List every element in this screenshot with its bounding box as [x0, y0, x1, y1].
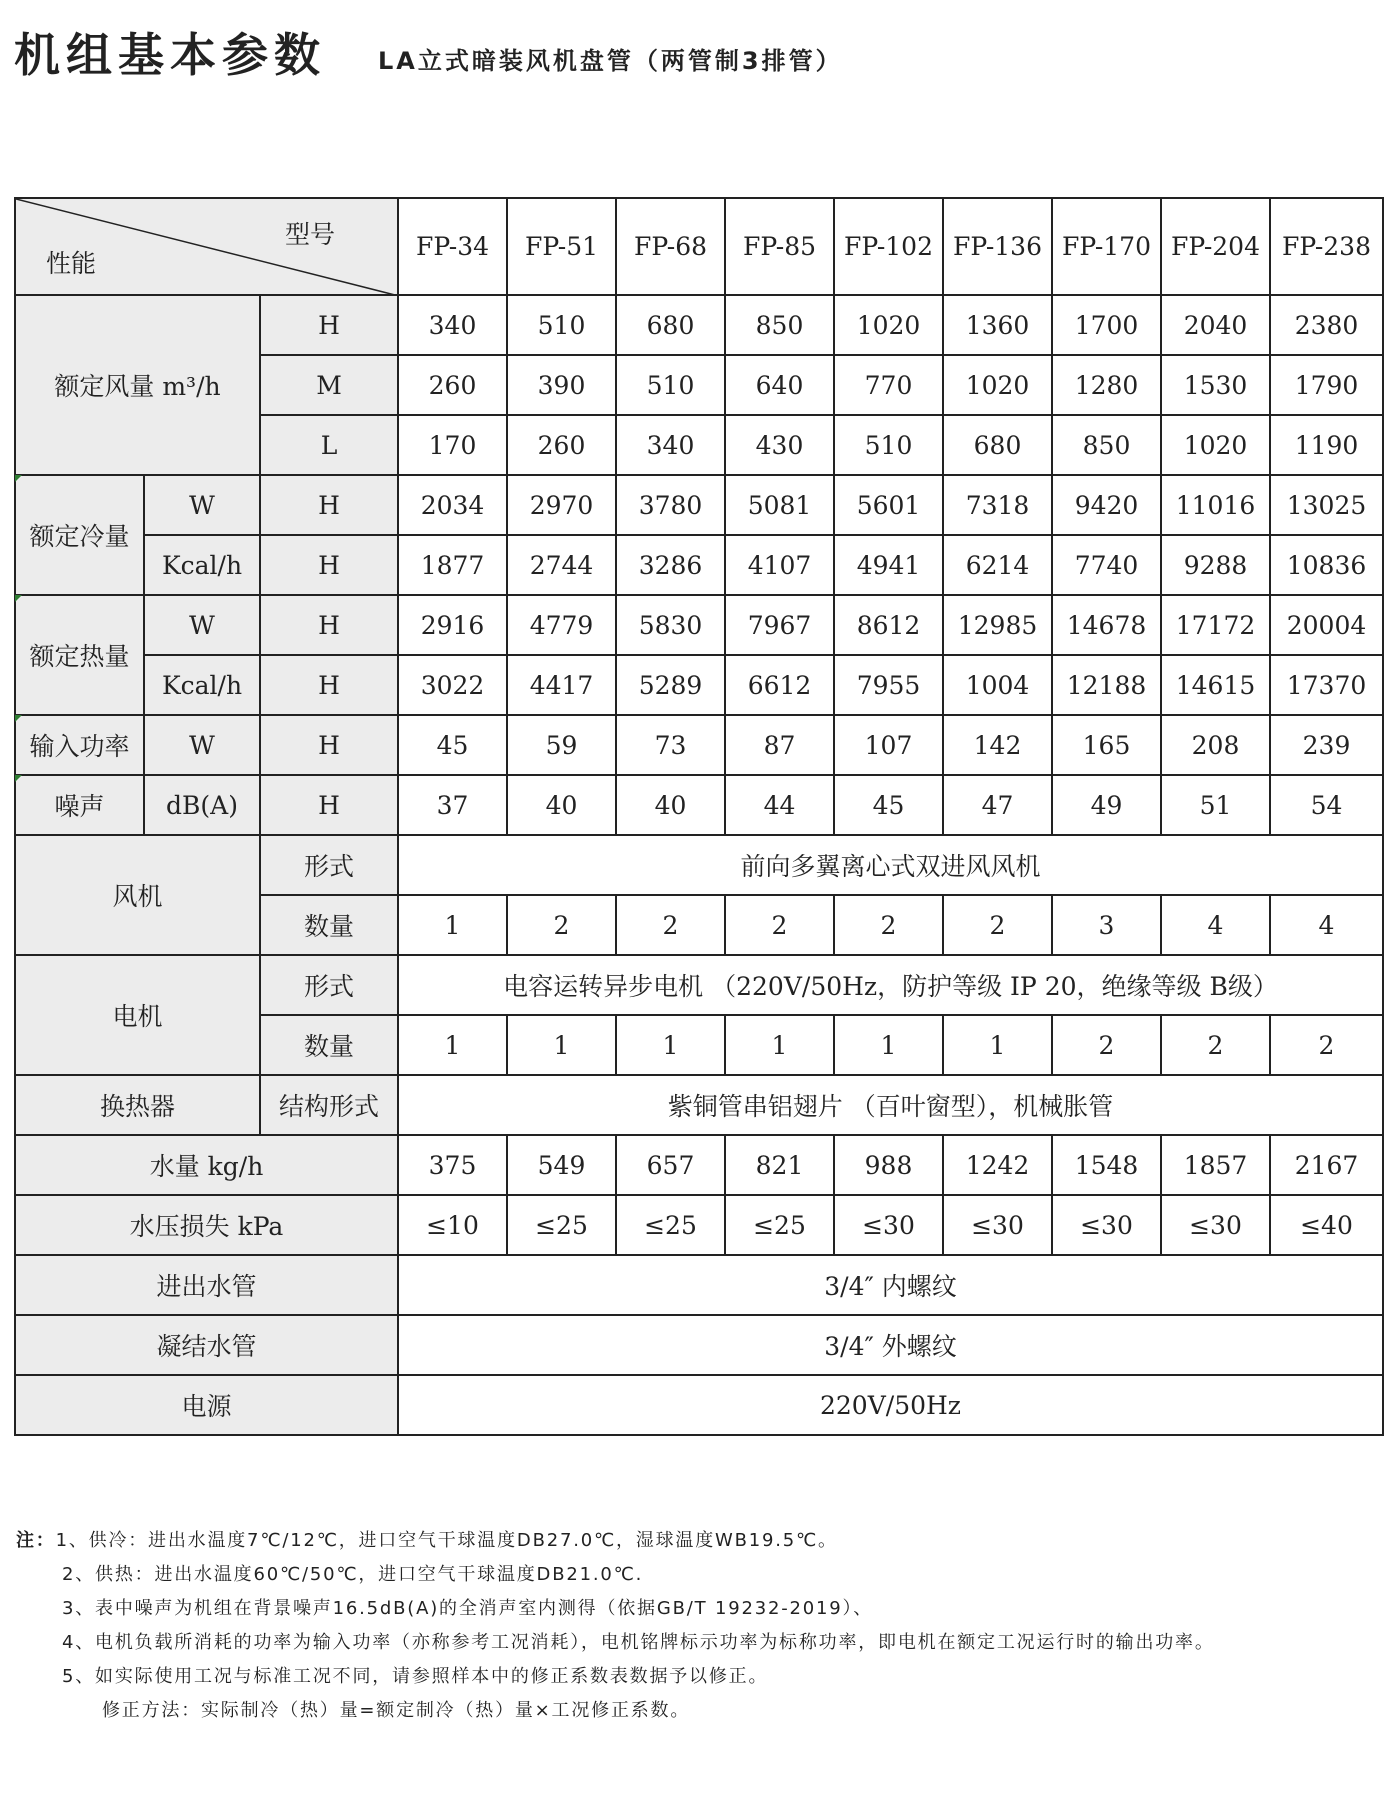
unit-label: Kcal/h: [144, 535, 260, 595]
notes-prefix: 注：: [16, 1530, 56, 1551]
table-cell: 2: [834, 895, 943, 955]
speed-label: H: [260, 595, 398, 655]
motor-form-value: 电容运转异步电机 （220V/50Hz，防护等级 IP 20，绝缘等级 B级）: [398, 955, 1383, 1015]
table-cell: 14615: [1161, 655, 1270, 715]
unit-label: dB(A): [144, 775, 260, 835]
table-cell: 14678: [1052, 595, 1161, 655]
table-cell: 6612: [725, 655, 834, 715]
note-text: 修正方法：实际制冷（热）量=额定制冷（热）量×工况修正系数。: [102, 1700, 691, 1721]
table-row: [15, 535, 1383, 595]
model-header: FP-34: [398, 198, 507, 295]
model-header: FP-85: [725, 198, 834, 295]
table-cell: 1360: [943, 295, 1052, 355]
table-cell: 170: [398, 415, 507, 475]
table-cell: 4107: [725, 535, 834, 595]
table-cell: 5081: [725, 475, 834, 535]
cooling-label: 额定冷量: [15, 475, 144, 595]
table-cell: 10836: [1270, 535, 1383, 595]
table-cell: 340: [398, 295, 507, 355]
table-cell: 2034: [398, 475, 507, 535]
model-header: FP-51: [507, 198, 616, 295]
table-row: [15, 1315, 1383, 1375]
table-row: [15, 775, 1383, 835]
table-cell: 37: [398, 775, 507, 835]
table-cell: 5601: [834, 475, 943, 535]
table-cell: 51: [1161, 775, 1270, 835]
table-cell: 1020: [943, 355, 1052, 415]
table-cell: 44: [725, 775, 834, 835]
table-cell: 3780: [616, 475, 725, 535]
heat-exchanger-struct-label: 结构形式: [260, 1075, 398, 1135]
condensate-label: 凝结水管: [15, 1315, 398, 1375]
note-text: 1、供冷：进出水温度7℃/12℃，进口空气干球温度DB27.0℃，湿球温度WB19.5℃。: [55, 1530, 838, 1551]
table-cell: 3286: [616, 535, 725, 595]
noise-label: 噪声: [15, 775, 144, 835]
unit-label: W: [144, 475, 260, 535]
table-cell: 1: [943, 1015, 1052, 1075]
table-cell: 549: [507, 1135, 616, 1195]
table-cell: 1020: [1161, 415, 1270, 475]
heat-exchanger-label: 换热器: [15, 1075, 260, 1135]
table-row: [15, 1135, 1383, 1195]
table-cell: 5830: [616, 595, 725, 655]
power-label: 输入功率: [15, 715, 144, 775]
table-cell: 657: [616, 1135, 725, 1195]
table-cell: 9288: [1161, 535, 1270, 595]
table-cell: 375: [398, 1135, 507, 1195]
model-header: FP-204: [1161, 198, 1270, 295]
corner-label-performance: 性能: [46, 249, 97, 278]
table-row: [15, 1255, 1383, 1315]
table-cell: 7740: [1052, 535, 1161, 595]
table-cell: 4: [1270, 895, 1383, 955]
table-cell: 11016: [1161, 475, 1270, 535]
fan-qty-label: 数量: [260, 895, 398, 955]
table-cell: 1242: [943, 1135, 1052, 1195]
table-cell: 2040: [1161, 295, 1270, 355]
table-row: [15, 295, 1383, 355]
model-header: FP-68: [616, 198, 725, 295]
table-cell: 49: [1052, 775, 1161, 835]
inlet-outlet-value: 3/4″ 内螺纹: [398, 1255, 1383, 1315]
table-cell: 7318: [943, 475, 1052, 535]
note-text: 5、如实际使用工况与标准工况不同，请参照样本中的修正系数表数据予以修正。: [62, 1666, 769, 1687]
table-cell: 73: [616, 715, 725, 775]
speed-label: H: [260, 775, 398, 835]
power-supply-label: 电源: [15, 1375, 398, 1435]
table-cell: 13025: [1270, 475, 1383, 535]
motor-label: 电机: [15, 955, 260, 1075]
table-cell: 17172: [1161, 595, 1270, 655]
table-cell: 107: [834, 715, 943, 775]
table-row: [15, 1375, 1383, 1435]
table-cell: 260: [398, 355, 507, 415]
table-cell: 1: [616, 1015, 725, 1075]
table-cell: 239: [1270, 715, 1383, 775]
table-row: [15, 1075, 1383, 1135]
table-cell: 510: [616, 355, 725, 415]
table-cell: ≤25: [725, 1195, 834, 1255]
condensate-value: 3/4″ 外螺纹: [398, 1315, 1383, 1375]
table-cell: 1877: [398, 535, 507, 595]
inlet-outlet-label: 进出水管: [15, 1255, 398, 1315]
unit-label: Kcal/h: [144, 655, 260, 715]
table-cell: 850: [1052, 415, 1161, 475]
table-cell: ≤30: [834, 1195, 943, 1255]
speed-label: L: [260, 415, 398, 475]
table-cell: 2167: [1270, 1135, 1383, 1195]
table-cell: 2380: [1270, 295, 1383, 355]
speed-label: H: [260, 535, 398, 595]
header: [14, 8, 843, 82]
water-flow-label: 水量 kg/h: [15, 1135, 398, 1195]
table-cell: ≤30: [1052, 1195, 1161, 1255]
table-cell: 8612: [834, 595, 943, 655]
speed-label: M: [260, 355, 398, 415]
speed-label: H: [260, 715, 398, 775]
table-cell: 4: [1161, 895, 1270, 955]
table-row: [15, 715, 1383, 775]
speed-label: H: [260, 295, 398, 355]
note-line: [16, 1524, 1215, 1558]
table-row: [15, 835, 1383, 895]
table-cell: 1004: [943, 655, 1052, 715]
fan-form-value: 前向多翼离心式双进风风机: [398, 835, 1383, 895]
table-cell: 770: [834, 355, 943, 415]
table-cell: 1020: [834, 295, 943, 355]
page-subtitle: LA立式暗装风机盘管（两管制3排管）: [378, 47, 843, 75]
heating-label: 额定热量: [15, 595, 144, 715]
table-cell: 1: [725, 1015, 834, 1075]
table-cell: 1857: [1161, 1135, 1270, 1195]
table-cell: 2: [507, 895, 616, 955]
note-line: [16, 1660, 1215, 1694]
note-text: 2、供热：进出水温度60℃/50℃，进口空气干球温度DB21.0℃.: [62, 1564, 644, 1585]
table-cell: ≤30: [943, 1195, 1052, 1255]
note-line: [16, 1626, 1215, 1660]
table-cell: 208: [1161, 715, 1270, 775]
table-cell: 12985: [943, 595, 1052, 655]
table-cell: 821: [725, 1135, 834, 1195]
table-cell: ≤40: [1270, 1195, 1383, 1255]
table-cell: 4417: [507, 655, 616, 715]
model-header: FP-238: [1270, 198, 1383, 295]
fan-label: 风机: [15, 835, 260, 955]
table-cell: 40: [507, 775, 616, 835]
table-cell: 2: [725, 895, 834, 955]
table-cell: 1: [398, 1015, 507, 1075]
model-header: FP-170: [1052, 198, 1161, 295]
note-text: 3、表中噪声为机组在背景噪声16.5dB(A)的全消声室内测得（依据GB/T 19232-2019）、: [62, 1598, 874, 1619]
motor-qty-label: 数量: [260, 1015, 398, 1075]
spec-table: [14, 197, 1384, 1436]
table-cell: 390: [507, 355, 616, 415]
unit-label: W: [144, 595, 260, 655]
table-cell: 340: [616, 415, 725, 475]
corner-label-model: 型号: [284, 220, 335, 249]
power-supply-value: 220V/50Hz: [398, 1375, 1383, 1435]
table-cell: 7955: [834, 655, 943, 715]
table-cell: ≤25: [507, 1195, 616, 1255]
table-row: [15, 955, 1383, 1015]
table-cell: 510: [834, 415, 943, 475]
table-cell: 17370: [1270, 655, 1383, 715]
table-cell: 1190: [1270, 415, 1383, 475]
table-cell: 1: [398, 895, 507, 955]
table-cell: 680: [616, 295, 725, 355]
table-cell: 2744: [507, 535, 616, 595]
notes: [16, 1524, 1215, 1728]
table-cell: 2916: [398, 595, 507, 655]
table-cell: 165: [1052, 715, 1161, 775]
table-cell: 45: [398, 715, 507, 775]
table-cell: 1700: [1052, 295, 1161, 355]
table-cell: 1530: [1161, 355, 1270, 415]
fan-form-label: 形式: [260, 835, 398, 895]
airflow-label: 额定风量 m³/h: [15, 295, 260, 475]
table-cell: 640: [725, 355, 834, 415]
table-cell: 2: [616, 895, 725, 955]
table-cell: 45: [834, 775, 943, 835]
table-cell: 7967: [725, 595, 834, 655]
table-cell: 510: [507, 295, 616, 355]
motor-form-label: 形式: [260, 955, 398, 1015]
table-cell: ≤10: [398, 1195, 507, 1255]
table-cell: 54: [1270, 775, 1383, 835]
table-cell: 1548: [1052, 1135, 1161, 1195]
heat-exchanger-struct-value: 紫铜管串铝翅片 （百叶窗型），机械胀管: [398, 1075, 1383, 1135]
note-line: [16, 1558, 1215, 1592]
table-row: [15, 655, 1383, 715]
table-cell: 142: [943, 715, 1052, 775]
table-cell: 4941: [834, 535, 943, 595]
page-title: 机组基本参数: [14, 28, 326, 82]
table-row: [15, 1195, 1383, 1255]
table-cell: 1: [507, 1015, 616, 1075]
table-cell: 9420: [1052, 475, 1161, 535]
table-cell: 2: [1270, 1015, 1383, 1075]
table-cell: 680: [943, 415, 1052, 475]
note-line: [16, 1592, 1215, 1626]
speed-label: H: [260, 475, 398, 535]
table-cell: 40: [616, 775, 725, 835]
note-line: [16, 1694, 1215, 1728]
table-cell: 1: [834, 1015, 943, 1075]
table-cell: 1790: [1270, 355, 1383, 415]
table-cell: 1280: [1052, 355, 1161, 415]
table-cell: 2: [1161, 1015, 1270, 1075]
table-header-row: [15, 198, 1383, 295]
table-cell: 47: [943, 775, 1052, 835]
table-cell: 3022: [398, 655, 507, 715]
table-cell: 850: [725, 295, 834, 355]
speed-label: H: [260, 655, 398, 715]
table-cell: 2970: [507, 475, 616, 535]
table-cell: ≤25: [616, 1195, 725, 1255]
table-cell: 2: [1052, 1015, 1161, 1075]
table-cell: ≤30: [1161, 1195, 1270, 1255]
model-header: FP-136: [943, 198, 1052, 295]
model-header: FP-102: [834, 198, 943, 295]
table-cell: 6214: [943, 535, 1052, 595]
pressure-loss-label: 水压损失 kPa: [15, 1195, 398, 1255]
table-cell: 430: [725, 415, 834, 475]
table-cell: 4779: [507, 595, 616, 655]
table-cell: 260: [507, 415, 616, 475]
table-cell: 59: [507, 715, 616, 775]
table-cell: 87: [725, 715, 834, 775]
table-cell: 3: [1052, 895, 1161, 955]
table-cell: 988: [834, 1135, 943, 1195]
table-cell: 20004: [1270, 595, 1383, 655]
note-text: 4、电机负载所消耗的功率为输入功率（亦称参考工况消耗），电机铭牌标示功率为标称功率，即电机在额定工况运行时的输出功率。: [62, 1632, 1215, 1653]
table-row: [15, 595, 1383, 655]
table-cell: 2: [943, 895, 1052, 955]
table-cell: 5289: [616, 655, 725, 715]
table-cell: 12188: [1052, 655, 1161, 715]
unit-label: W: [144, 715, 260, 775]
table-row: [15, 475, 1383, 535]
corner-header-cell: [15, 198, 398, 295]
